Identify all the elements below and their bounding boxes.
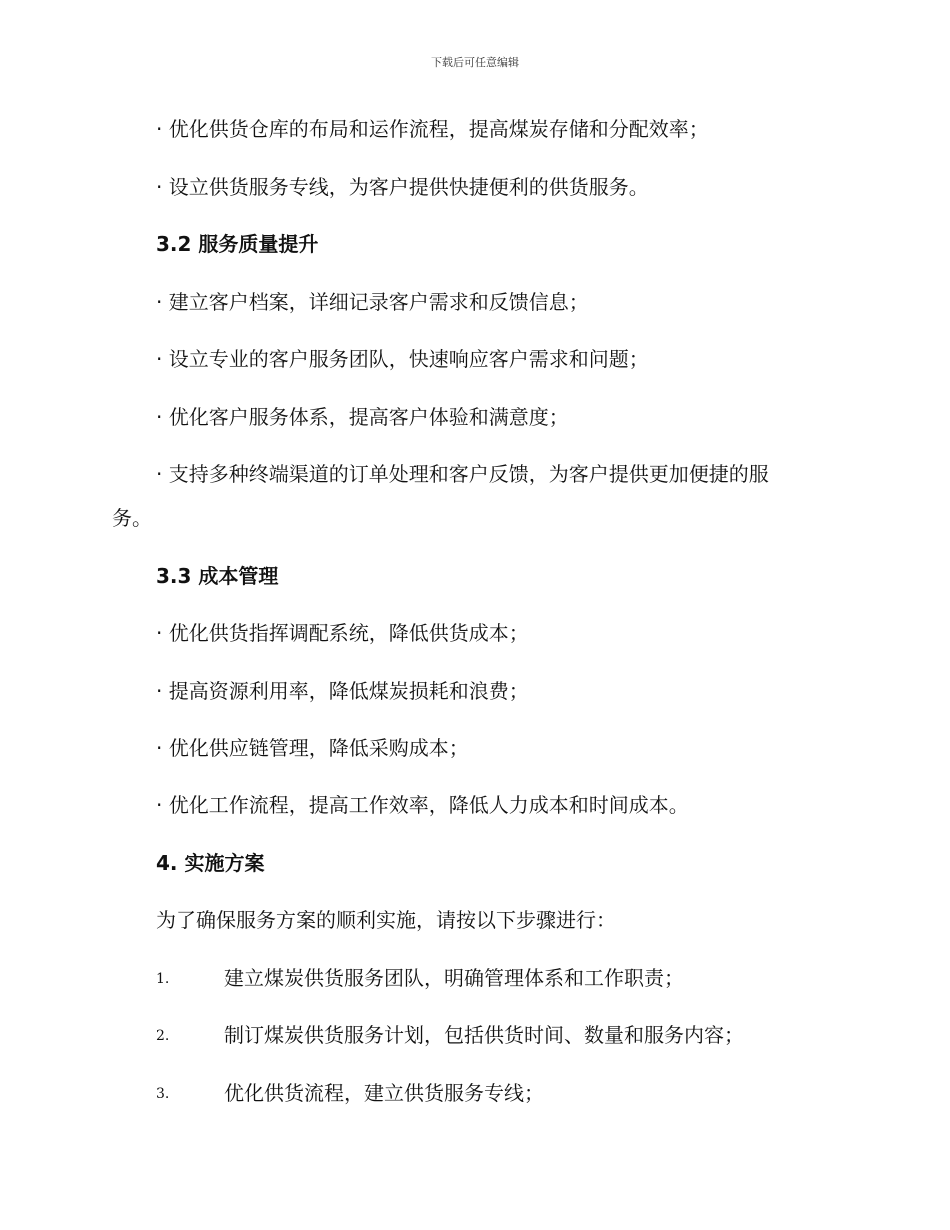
bullet-item: · 设立供货服务专线，为客户提供快捷便利的供货服务。 [156, 175, 649, 199]
step-number: 1. [156, 971, 170, 987]
bullet-item: · 设立专业的客户服务团队，快速响应客户需求和问题； [156, 347, 649, 371]
page-header: 下载后可任意编辑 [431, 56, 519, 69]
step-number: 2. [156, 1028, 170, 1044]
section-heading-3-3: 3.3 成本管理 [156, 564, 279, 588]
bullet-item-long-line1: · 支持多种终端渠道的订单处理和客户反馈，为客户提供更加便捷的服 [156, 462, 769, 486]
bullet-item: · 优化工作流程，提高工作效率，降低人力成本和时间成本。 [156, 793, 689, 817]
section-heading-3-2: 3.2 服务质量提升 [156, 232, 319, 256]
bullet-item: · 优化客户服务体系，提高客户体验和满意度； [156, 405, 569, 429]
bullet-item: · 提高资源利用率，降低煤炭损耗和浪费； [156, 679, 529, 703]
bullet-item: · 优化供货指挥调配系统，降低供货成本； [156, 621, 529, 645]
bullet-item: · 建立客户档案，详细记录客户需求和反馈信息； [156, 290, 589, 314]
bullet-item: · 优化供货仓库的布局和运作流程，提高煤炭存储和分配效率； [156, 117, 709, 141]
step-text: 优化供货流程，建立供货服务专线； [224, 1081, 544, 1105]
bullet-item-long-line2: 务。 [112, 506, 152, 530]
section-heading-4: 4. 实施方案 [156, 851, 265, 875]
step-number: 3. [156, 1086, 170, 1102]
step-text: 制订煤炭供货服务计划，包括供货时间、数量和服务内容； [224, 1023, 744, 1047]
bullet-item: · 优化供应链管理，降低采购成本； [156, 736, 469, 760]
step-text: 建立煤炭供货服务团队，明确管理体系和工作职责； [224, 966, 684, 990]
section-4-intro: 为了确保服务方案的顺利实施，请按以下步骤进行： [156, 908, 616, 932]
